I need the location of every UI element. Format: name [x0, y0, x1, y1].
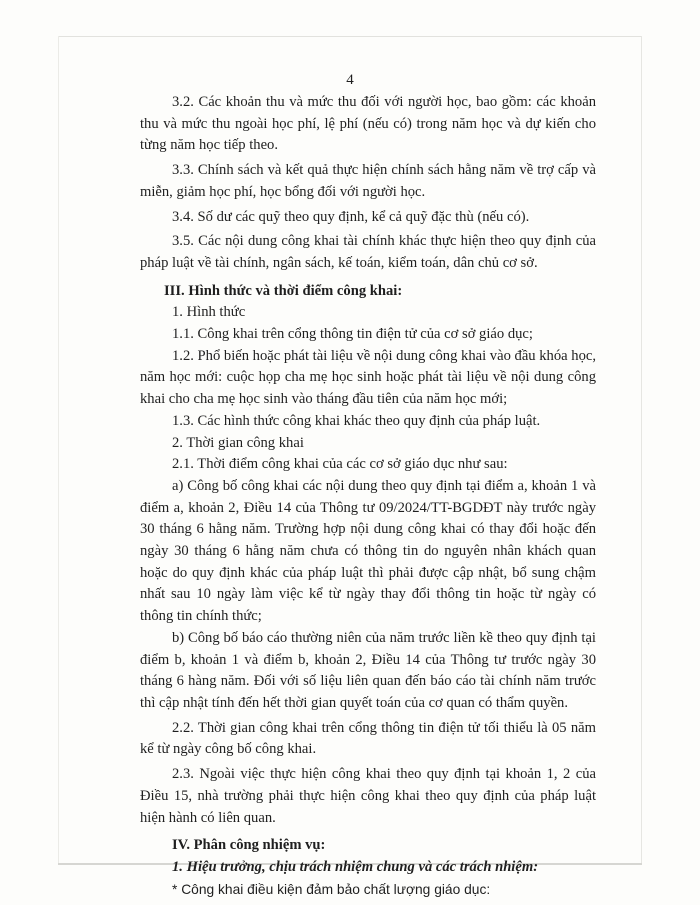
paragraph-1-3: 1.3. Các hình thức công khai khác theo quy định của pháp luật.	[172, 412, 541, 429]
paragraph-2-2: 2.2. Thời gian công khai trên cổng thông tin điện tử tối thiểu là 05 năm kể từ ngày công bố công khai.	[140, 719, 596, 758]
subheading-hieu-truong: 1. Hiệu trưởng, chịu trách nhiệm chung và các trách nhiệm:	[172, 858, 539, 875]
section-heading-iii: III. Hình thức và thời điểm công khai:	[164, 282, 403, 299]
page-number: 4	[346, 72, 354, 88]
paragraph-1-1: 1.1. Công khai trên cổng thông tin điện tử của cơ sở giáo dục;	[172, 326, 533, 343]
page-edge-right	[641, 36, 642, 865]
document-body	[140, 92, 596, 900]
paragraph-2-1-a: a) Công bố công khai các nội dung theo quy định tại điểm a, khoản 1 và điểm a, khoản 2, Điều 14 của Thông tư 09/2024/TT-BGDĐT này trước ngày 30 tháng 6 hằng năm. Trường hợp nội dung công khai có thay đổi hoặc đến ngày 30 tháng 6 hằng năm chưa có thông tin do nguyên nhân khách quan hoặc do quy định khác của pháp luật thì phải được cập nhật, bổ sung chậm nhất sau 10 ngày làm việc kể từ ngày thay đổi thông tin hoặc từ ngày có thông tin chính thức;	[140, 477, 596, 625]
paragraph-3-5: 3.5. Các nội dung công khai tài chính khác thực hiện theo quy định của pháp luật về tài chính, ngân sách, kế toán, kiểm toán, dân chủ cơ sở.	[140, 233, 596, 271]
subheading-thoi-gian: 2. Thời gian công khai	[172, 434, 304, 451]
paragraph-2-1-b: b) Công bố báo cáo thường niên của năm trước liền kề theo quy định tại điểm b, khoản 1 và điểm b, khoản 2, Điều 14 của Thông tư trước ngày 30 tháng 6 hàng năm. Đối với số liệu liên quan đến báo cáo tài chính năm trước thì cập nhật tính đến hết thời gian quyết toán của cơ quan có thẩm quyền.	[140, 629, 596, 711]
paragraph-3-4: 3.4. Số dư các quỹ theo quy định, kể cả quỹ đặc thù (nếu có).	[172, 208, 530, 225]
paragraph-3-2: 3.2. Các khoản thu và mức thu đối với người học, bao gồm: các khoản thu và mức thu ngoài học phí, lệ phí (nếu có) trong năm học và dự kiến cho từng năm học tiếp theo.	[140, 94, 596, 154]
page-edge-left	[58, 36, 59, 865]
page-edge-top	[58, 36, 642, 37]
paragraph-3-3: 3.3. Chính sách và kết quả thực hiện chính sách hằng năm về trợ cấp và miễn, giảm học phí, học bổng đối với người học.	[140, 162, 596, 200]
bullet-cong-khai-dieu-kien: * Công khai điều kiện đảm bảo chất lượng giáo dục:	[172, 881, 491, 897]
subheading-hinh-thuc: 1. Hình thức	[172, 304, 246, 321]
paragraph-1-2: 1.2. Phổ biến hoặc phát tài liệu về nội dung công khai vào đầu khóa học, năm học mới: cuộc họp cha mẹ học sinh hoặc phát tài liệu về nội dung công khai cho cha mẹ học sinh vào tháng đầu tiên của năm học mới;	[140, 347, 596, 408]
paragraph-2-3: 2.3. Ngoài việc thực hiện công khai theo quy định tại khoản 1, 2 của Điều 15, nhà trường phải thực hiện công khai theo quy định của pháp luật hiện hành có liên quan.	[140, 766, 596, 826]
section-heading-iv: IV. Phân công nhiệm vụ:	[172, 837, 326, 854]
paragraph-2-1: 2.1. Thời điểm công khai của các cơ sở giáo dục như sau:	[172, 456, 508, 473]
